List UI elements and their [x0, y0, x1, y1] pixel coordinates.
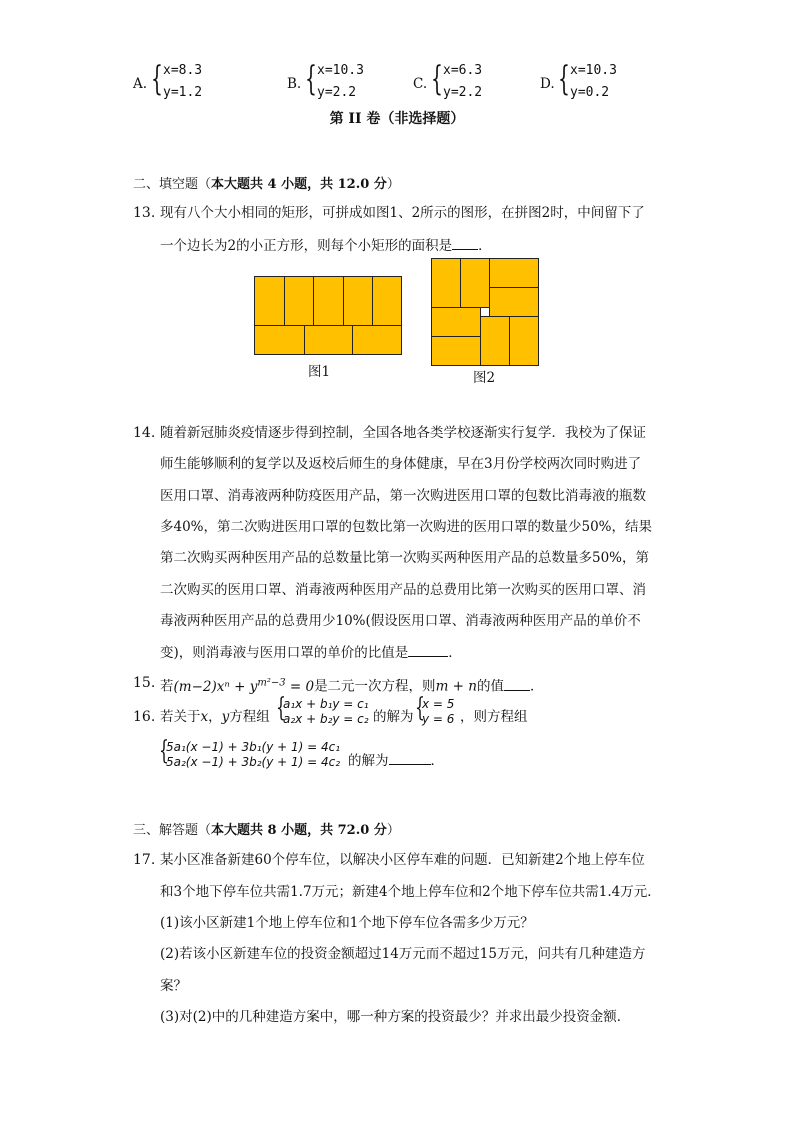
option-b-line2: y=2.2 [317, 85, 357, 100]
q16-line2 [348, 752, 444, 769]
fig1-rect [254, 325, 305, 355]
fig2-rect [509, 316, 539, 366]
q16-sys1-brace: { [276, 693, 286, 723]
option-c-label: C. [413, 76, 428, 92]
option-b-line1: x=10.3 [317, 63, 364, 78]
q17-part-2a: (2)若该小区新建车位的投资金额超过14万元而不超过15万元，问共有几种建造方 [160, 946, 646, 962]
section-2-bold: 本大题共 4 小题，共 12.0 分 [211, 177, 387, 192]
q14-line: 医用口罩、消毒液两种防疫医用产品，第一次购进医用口罩的包数比消毒液的瓶数 [160, 488, 646, 504]
q14-end: ． [448, 645, 462, 661]
fig1-rect [343, 276, 373, 326]
q15-eq-rhs: = 0 [285, 678, 315, 695]
fig1-rect [352, 325, 402, 355]
q14-line: 随着新冠肺炎疫情逐步得到控制，全国各地各类学校逐渐实行复学．我校为了保证 [160, 425, 646, 441]
option-d-line2: y=0.2 [570, 85, 610, 100]
q14-line: 毒液两种医用产品的总费用少10%(假设医用口罩、消毒液两种医用产品的单价不 [160, 613, 641, 629]
q16-sys2-line1: 5a₁(x −1) + 3b₁(y + 1) = 4c₁ [166, 740, 341, 754]
q16-sys2-brace: { [159, 736, 169, 766]
q16-sys1-line1: a₁x + b₁y = c₁ [283, 697, 369, 711]
fig2-rect [489, 258, 539, 288]
option-d-label: D. [540, 76, 555, 92]
q16-answer-blank [389, 752, 431, 765]
q13-line1: 现有八个大小相同的矩形，可拼成如图1、2所示的图形，在拼图2时，中间留下了 [160, 205, 645, 221]
fig2-rect [431, 258, 461, 308]
q15-mn: m + n [435, 678, 477, 695]
q17-part-1: (1)该小区新建1个地上停车位和1个地下停车位各需多少万元？ [160, 915, 534, 931]
section-2-suffix: ） [386, 177, 400, 192]
option-d-brace: { [558, 59, 570, 99]
figure-2-caption: 图2 [473, 370, 496, 386]
option-a-label: A. [133, 76, 148, 92]
q14-line: 多40%，第二次购进医用口罩的包数比第一次购进的医用口罩的数量少50%，结果 [160, 519, 653, 535]
q13-line2 [160, 237, 492, 254]
fig2-rect [460, 258, 490, 308]
option-a-brace: { [151, 59, 163, 99]
fig1-rect [304, 325, 353, 355]
part-title: 第 II 卷（非选择题） [329, 111, 465, 127]
fig2-rect [489, 287, 539, 317]
q16-end: ． [430, 753, 444, 769]
q16-de: 的解为 [373, 709, 414, 725]
q15-answer-blank [504, 678, 530, 691]
option-d-line1: x=10.3 [570, 63, 617, 78]
option-b-brace: { [305, 59, 317, 99]
option-c-line2: y=2.2 [443, 85, 483, 100]
fig1-rect [372, 276, 402, 326]
q15-post: 的值 [476, 678, 504, 695]
section-3-header [133, 819, 400, 838]
section-3-prefix: 三、解答题（ [133, 823, 212, 838]
q17-number: 17. [133, 852, 156, 868]
fig1-rect [284, 276, 314, 326]
section-3-suffix: ） [386, 823, 400, 838]
q16-sol-line1: x = 5 [422, 697, 455, 711]
q17-part-3: (3)对(2)中的几种建造方案中，哪一种方案的投资最少？并求出最少投资金额． [160, 1009, 631, 1025]
q15-equation [174, 679, 315, 695]
q14-line: 第二次购买两种医用产品的总数量比第一次购买两种医用产品的总数量多50%，第 [160, 550, 650, 566]
option-a-line2: y=1.2 [163, 85, 203, 100]
q15-end: ． [529, 678, 544, 695]
fig1-rect [254, 276, 285, 326]
q17-line1: 某小区准备新建60个停车位，以解决小区停车难的问题．已知新建2个地上停车位 [160, 852, 645, 868]
q15-mid: 是二元一次方程，则 [314, 678, 436, 695]
q16-var-y: y [221, 709, 230, 725]
q16-post: ，则方程组 [460, 709, 528, 725]
q13-line2-text: 一个边长为2的小正方形，则每个小矩形的面积是 [160, 238, 453, 254]
option-a-line1: x=8.3 [163, 63, 203, 78]
q16-pre: 若关于 [160, 709, 201, 725]
q16-comma: ， [208, 709, 222, 725]
q14-number: 14. [133, 425, 156, 441]
q16-mid: 方程组 [229, 709, 270, 725]
q13-answer-blank [452, 237, 478, 250]
fig1-rect [313, 276, 344, 326]
section-2-header [133, 173, 400, 192]
q15-line [160, 675, 543, 695]
q15-eq-main: (m−2)xⁿ + y [173, 678, 258, 695]
q16-sys2-line2: 5a₂(x −1) + 3b₂(y + 1) = 4c₂ [166, 755, 341, 769]
q13-number: 13. [133, 205, 156, 221]
fig2-rect [431, 336, 481, 366]
q16-de2: 的解为 [348, 753, 389, 769]
q14-line-text: 变)，则消毒液与医用口罩的单价的比值是 [160, 645, 409, 661]
q13-end: ． [478, 238, 492, 254]
q15-number: 15. [133, 675, 156, 691]
q14-answer-blank [408, 644, 448, 657]
section-3-bold: 本大题共 8 小题，共 72.0 分 [211, 823, 387, 838]
q16-number: 16. [133, 709, 156, 725]
q16-sol-brace: { [415, 693, 425, 723]
option-b-label: B. [287, 76, 302, 92]
q15-pre: 若 [160, 678, 174, 695]
option-c-line1: x=6.3 [443, 63, 483, 78]
q14-line: 二次购买的医用口罩、消毒液两种医用产品的总费用比第一次购买的医用口罩、消 [160, 582, 646, 598]
q16-sys1-line2: a₂x + b₂y = c₂ [283, 712, 369, 726]
section-2-prefix: 二、填空题（ [133, 177, 212, 192]
fig2-rect [431, 307, 481, 337]
q14-line: 师生能够顺利的复学以及返校后师生的身体健康，早在3月份学校两次同时购进了 [160, 456, 642, 472]
q14-line-last [160, 644, 462, 661]
q16-var-x: x [200, 709, 209, 725]
q16-sol-line2: y = 6 [422, 712, 455, 726]
figure-1-caption: 图1 [308, 364, 331, 380]
fig2-rect [480, 316, 510, 366]
q15-exponent: m²−3 [257, 677, 286, 688]
q17-line2: 和3个地下停车位共需1.7万元；新建4个地上停车位和2个地下停车位共需1.4万元． [160, 884, 661, 900]
option-c-brace: { [431, 59, 443, 99]
q16-pre-text [160, 709, 270, 725]
q17-part-2b: 案？ [160, 978, 187, 994]
